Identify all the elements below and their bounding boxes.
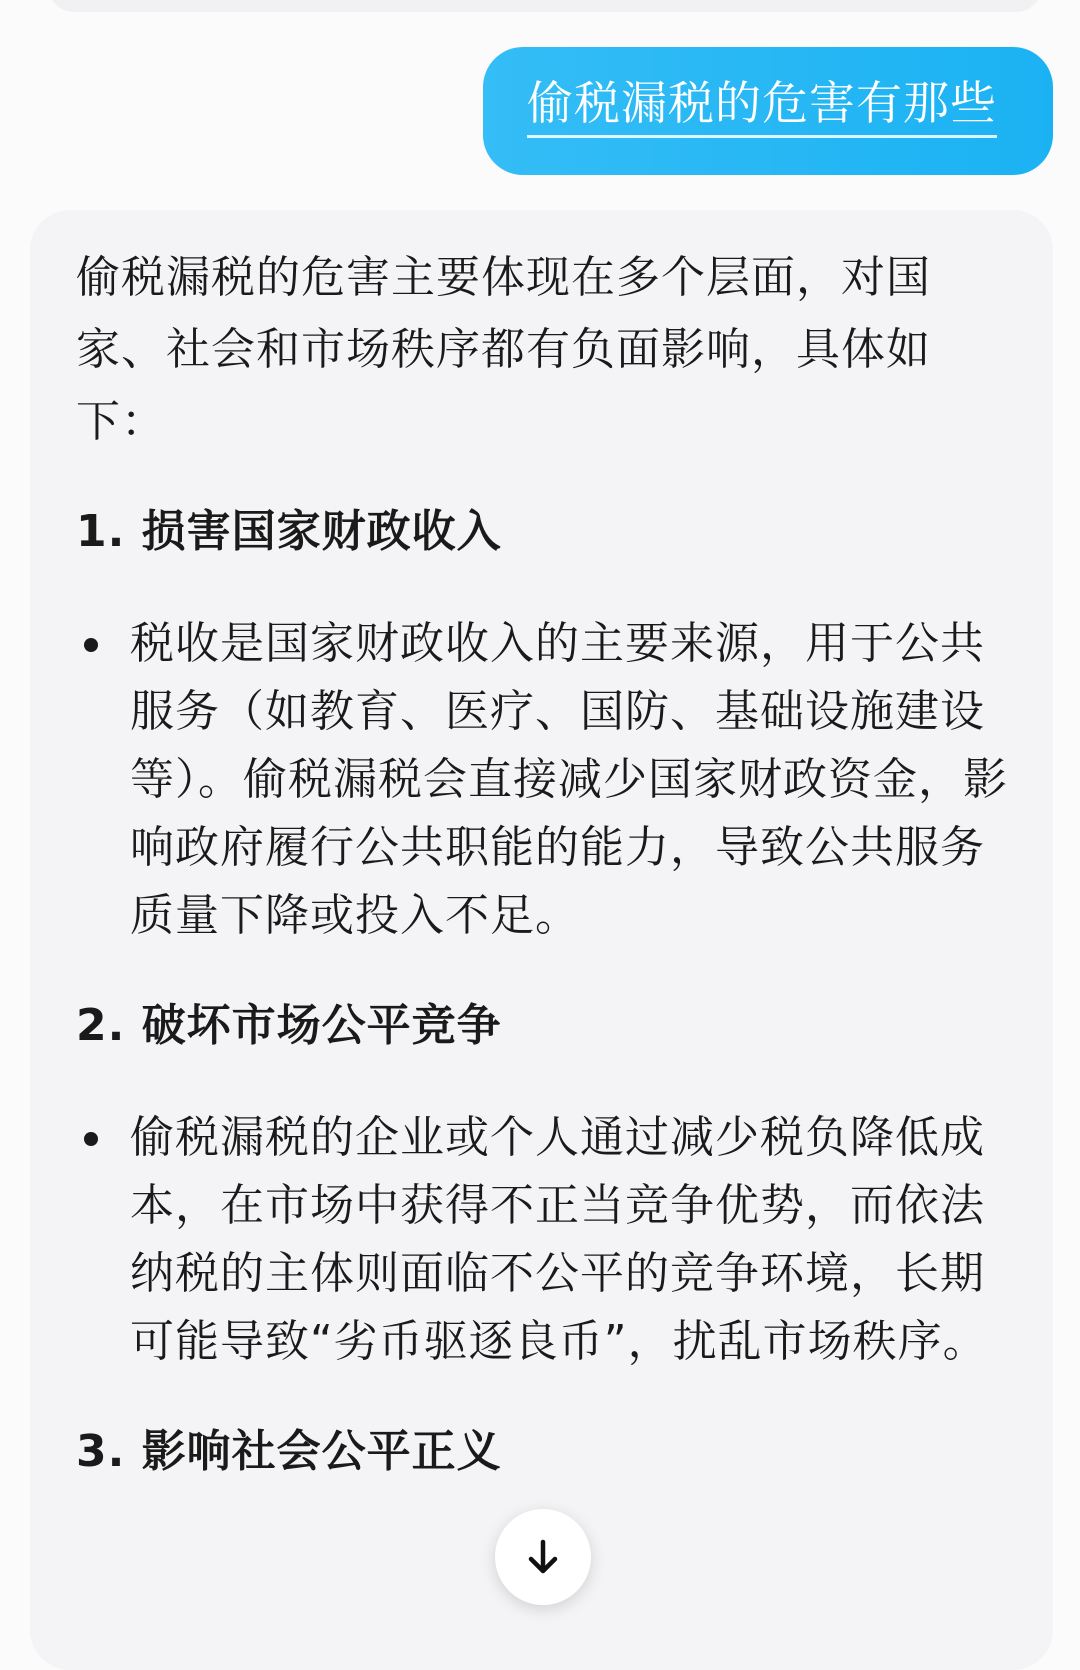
previous-message-bubble [48, 0, 1042, 12]
assistant-reply-card [30, 210, 1053, 1670]
user-message-text: 偷税漏税的危害有那些 [527, 73, 997, 138]
bullet-text-1: 税收是国家财政收入的主要来源，用于公共服务（如教育、医疗、国防、基础设施建设等）。偷税漏税会直接减少国家财政资金，影响政府履行公共职能的能力，导致公共服务质量下降或投入不足。 [130, 618, 1008, 941]
arrow-down-icon [523, 1537, 563, 1577]
reply-intro: 偷税漏税的危害主要体现在多个层面，对国家、社会和市场秩序都有负面影响，具体如下： [76, 252, 931, 447]
bullet-dot-icon [84, 638, 98, 652]
assistant-reply-content [76, 242, 1016, 1482]
bullet-item-2 [76, 1104, 1016, 1376]
bullet-dot-icon [84, 1132, 98, 1146]
user-message-bubble[interactable] [483, 47, 1053, 175]
section-heading-2: 2. 破坏市场公平竞争 [76, 1000, 502, 1051]
bullet-item-1 [76, 610, 1016, 950]
section-heading-3: 3. 影响社会公平正义 [76, 1426, 502, 1477]
scroll-to-bottom-button[interactable] [495, 1509, 591, 1605]
section-heading-1: 1. 损害国家财政收入 [76, 506, 502, 557]
bullet-text-2: 偷税漏税的企业或个人通过减少税负降低成本，在市场中获得不正当竞争优势，而依法纳税的主体则面临不公平的竞争环境，长期可能导致“劣币驱逐良币”，扰乱市场秩序。 [130, 1112, 988, 1367]
